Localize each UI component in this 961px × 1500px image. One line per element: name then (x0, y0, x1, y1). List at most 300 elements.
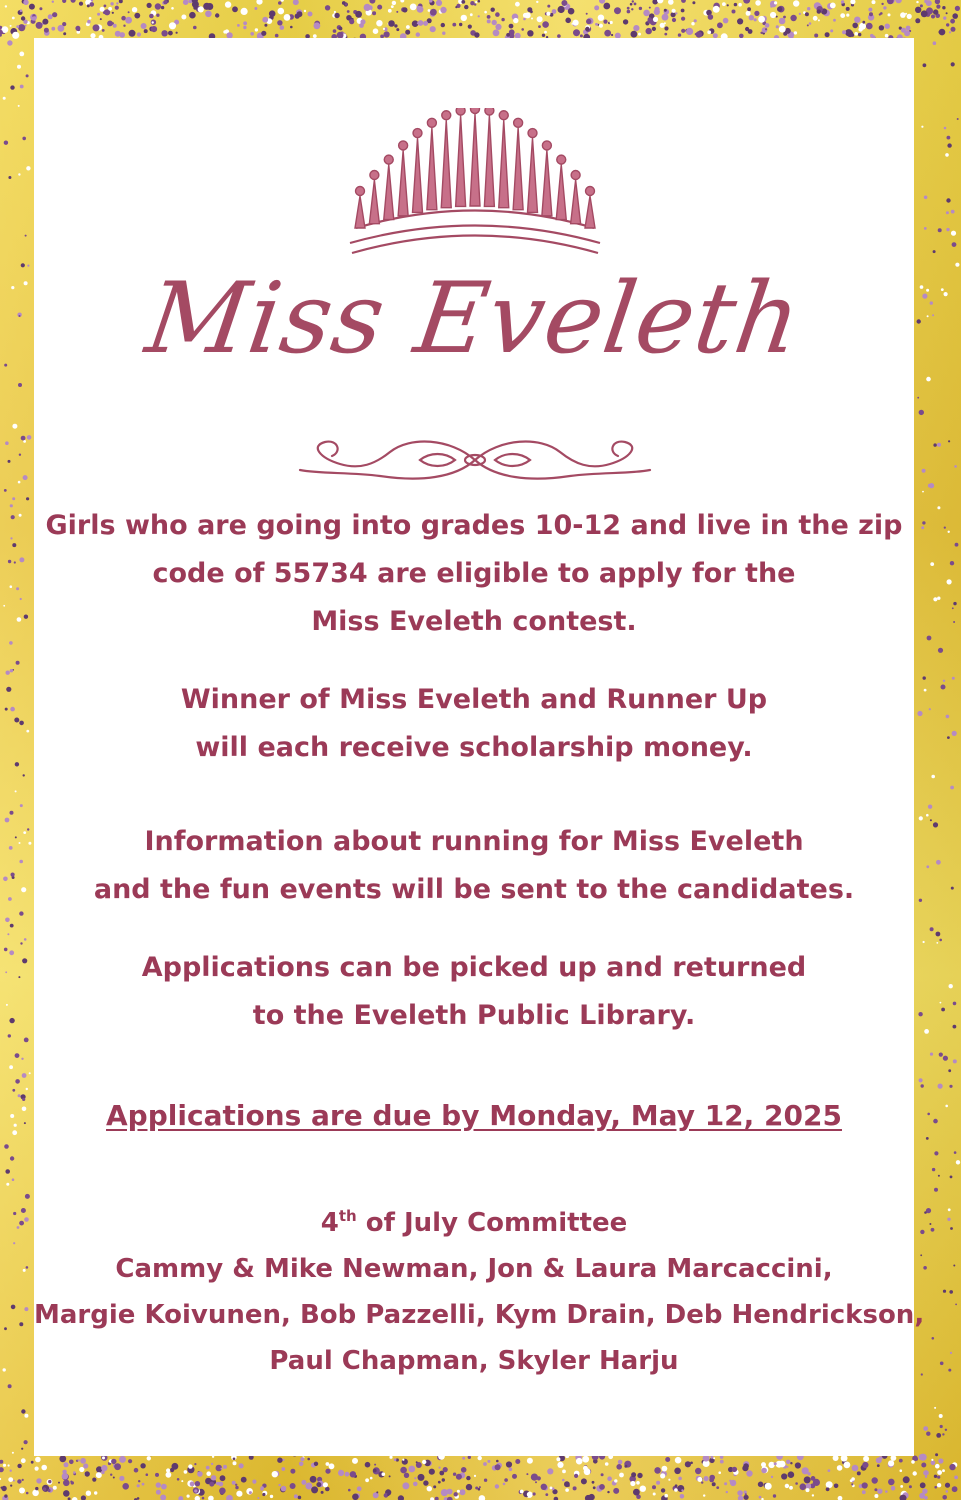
confetti-dot (8, 1477, 13, 1482)
confetti-dot (935, 1453, 938, 1456)
confetti-dot (506, 1461, 512, 1467)
confetti-dot (537, 16, 543, 22)
confetti-dot (900, 1469, 903, 1472)
confetti-dot (113, 1477, 115, 1479)
confetti-dot (484, 11, 487, 14)
confetti-dot (155, 1473, 159, 1477)
confetti-dot (926, 1137, 929, 1140)
confetti-dot (12, 32, 19, 39)
confetti-dot (1, 1487, 3, 1489)
confetti-dot (280, 25, 285, 30)
confetti-dot (15, 790, 17, 792)
confetti-dot (334, 11, 336, 13)
confetti-dot (545, 1493, 548, 1496)
confetti-dot (697, 1477, 702, 1482)
confetti-dot (920, 1230, 924, 1234)
confetti-dot (630, 1481, 635, 1486)
confetti-dot (211, 1475, 216, 1480)
confetti-dot (0, 1478, 1, 1480)
confetti-dot (10, 707, 15, 712)
confetti-dot (360, 19, 365, 24)
confetti-dot (15, 1079, 20, 1084)
confetti-dot (0, 1460, 3, 1464)
confetti-dot (147, 3, 152, 8)
confetti-dot (23, 0, 28, 5)
confetti-dot (921, 1463, 926, 1468)
confetti-dot (10, 669, 13, 672)
confetti-dot (428, 9, 431, 12)
confetti-dot (630, 3, 633, 6)
confetti-dot (541, 1484, 547, 1490)
confetti-dot (29, 4, 35, 10)
confetti-dot (12, 1089, 15, 1092)
confetti-dot (377, 5, 382, 10)
confetti-dot (565, 1488, 569, 1492)
confetti-dot (23, 1269, 26, 1272)
confetti-dot (9, 1018, 14, 1023)
confetti-dot (934, 1188, 938, 1192)
confetti-dot (919, 1078, 923, 1082)
confetti-dot (24, 1122, 26, 1124)
confetti-dot (934, 1151, 938, 1155)
confetti-dot (205, 11, 212, 18)
confetti-dot (12, 1178, 15, 1181)
confetti-dot (922, 469, 926, 473)
confetti-dot (64, 1462, 69, 1467)
confetti-dot (8, 897, 12, 901)
confetti-dot (948, 1208, 951, 1211)
confetti-dot (826, 1487, 830, 1491)
confetti-dot (633, 25, 639, 31)
confetti-dot (946, 198, 950, 202)
confetti-dot (509, 1468, 513, 1472)
crown-spike (585, 196, 595, 228)
confetti-dot (919, 899, 922, 902)
flyer-title: Miss Eveleth (139, 262, 809, 376)
confetti-dot (932, 314, 934, 316)
confetti-dot (374, 1464, 376, 1466)
confetti-dot (633, 1489, 640, 1496)
confetti-dot (123, 25, 125, 27)
crown-spike (441, 120, 451, 207)
confetti-dot (949, 31, 951, 33)
confetti-dot (662, 1466, 668, 1472)
confetti-dot (708, 14, 714, 20)
crown-jewel (456, 108, 465, 115)
confetti-dot (811, 1476, 816, 1481)
confetti-dot (671, 12, 676, 17)
confetti-dot (941, 685, 946, 690)
confetti-dot (930, 562, 934, 566)
confetti-dot (544, 31, 547, 34)
confetti-dot (749, 15, 754, 20)
confetti-dot (314, 1462, 318, 1466)
crown-jewel (399, 141, 408, 150)
confetti-dot (423, 21, 428, 26)
confetti-dot (459, 23, 462, 26)
confetti-dot (696, 31, 702, 37)
confetti-dot (16, 661, 20, 665)
confetti-dot (807, 24, 809, 26)
confetti-dot (938, 1175, 940, 1177)
crown-jewel (442, 111, 451, 120)
crown-jewel (571, 171, 580, 180)
confetti-dot (619, 1473, 624, 1478)
confetti-dot (79, 2, 83, 6)
confetti-dot (639, 7, 642, 10)
confetti-dot (10, 585, 13, 588)
confetti-dot (19, 1488, 25, 1494)
confetti-dot (457, 1490, 460, 1493)
confetti-dot (11, 515, 15, 519)
confetti-dot (4, 948, 8, 952)
confetti-dot (826, 1481, 833, 1488)
confetti-dot (51, 27, 55, 31)
confetti-dot (339, 27, 343, 31)
confetti-dot (496, 1460, 499, 1463)
confetti-dot (388, 20, 395, 27)
confetti-dot (475, 1487, 478, 1490)
confetti-dot (948, 1069, 951, 1072)
confetti-dot (21, 1058, 23, 1060)
confetti-dot (71, 0, 76, 3)
confetti-dot (206, 1471, 211, 1476)
confetti-dot (771, 1476, 773, 1478)
confetti-dot (466, 1484, 472, 1490)
confetti-dot (614, 7, 621, 14)
confetti-dot (638, 33, 641, 36)
confetti-dot (807, 7, 810, 10)
confetti-dot (423, 1480, 428, 1485)
confetti-dot (945, 1429, 947, 1431)
confetti-dot (325, 1487, 330, 1492)
confetti-dot (26, 730, 29, 733)
confetti-dot (19, 842, 21, 844)
confetti-dot (156, 1482, 161, 1487)
confetti-dot (166, 1472, 172, 1478)
committee-member-line: Cammy & Mike Newman, Jon & Laura Marcaccini, (115, 1254, 833, 1284)
confetti-dot (527, 1492, 533, 1498)
confetti-dot (25, 1194, 30, 1199)
confetti-dot (844, 1462, 851, 1469)
confetti-dot (235, 1484, 237, 1486)
confetti-dot (3, 97, 6, 100)
confetti-dot (357, 1486, 362, 1491)
confetti-dot (316, 1482, 321, 1487)
confetti-dot (921, 1084, 924, 1087)
confetti-dot (637, 1473, 642, 1478)
confetti-dot (938, 228, 942, 232)
confetti-dot (19, 52, 24, 57)
confetti-dot (132, 31, 135, 34)
confetti-dot (170, 1468, 174, 1472)
confetti-dot (781, 1473, 787, 1479)
confetti-dot (664, 26, 668, 30)
confetti-dot (917, 319, 921, 323)
confetti-dot (681, 9, 685, 13)
confetti-dot (947, 579, 952, 584)
confetti-dot (711, 1456, 714, 1459)
confetti-dot (4, 364, 7, 367)
confetti-dot (388, 9, 392, 13)
confetti-dot (531, 18, 533, 20)
confetti-dot (858, 33, 861, 36)
confetti-dot (770, 5, 772, 7)
confetti-dot (922, 491, 924, 493)
confetti-dot (48, 14, 53, 19)
confetti-dot (193, 6, 197, 10)
confetti-dot (252, 1480, 256, 1484)
confetti-dot (347, 10, 350, 13)
confetti-dot (416, 1461, 418, 1463)
confetti-dot (565, 18, 571, 24)
confetti-dot (951, 231, 956, 236)
confetti-dot (800, 1483, 806, 1489)
confetti-dot (872, 0, 876, 4)
confetti-dot (26, 497, 29, 500)
confetti-dot (24, 281, 28, 285)
confetti-dot (19, 1322, 23, 1326)
confetti-dot (922, 294, 927, 299)
confetti-dot (691, 22, 694, 25)
confetti-dot (920, 1454, 927, 1461)
confetti-dot (952, 677, 955, 680)
confetti-dot (509, 24, 514, 29)
confetti-dot (828, 1469, 831, 1472)
confetti-dot (653, 1493, 656, 1496)
confetti-dot (184, 1470, 188, 1474)
confetti-dot (574, 1474, 578, 1478)
confetti-dot (83, 1463, 88, 1468)
confetti-dot (278, 1484, 280, 1486)
confetti-dot (604, 30, 611, 37)
confetti-dot (695, 1468, 701, 1474)
confetti-dot (478, 1456, 482, 1460)
confetti-dot (834, 1484, 839, 1489)
confetti-dot (495, 24, 501, 30)
confetti-dot (906, 26, 911, 31)
confetti-dot (785, 1484, 789, 1488)
confetti-dot (299, 1462, 304, 1467)
confetti-dot (556, 1457, 560, 1461)
confetti-dot (257, 1497, 259, 1499)
confetti-dot (681, 17, 685, 21)
confetti-dot (290, 26, 293, 29)
confetti-dot (17, 1479, 21, 1483)
confetti-dot (190, 1482, 195, 1487)
confetti-dot (243, 26, 246, 29)
confetti-dot (94, 1491, 97, 1494)
confetti-dot (452, 23, 456, 27)
confetti-dot (308, 12, 313, 17)
confetti-dot (6, 687, 11, 692)
confetti-dot (562, 1479, 565, 1482)
confetti-dot (160, 1495, 166, 1500)
confetti-dot (573, 20, 579, 26)
confetti-dot (15, 762, 19, 766)
confetti-dot (863, 1456, 869, 1462)
confetti-dot (81, 1495, 86, 1500)
confetti-dot (527, 7, 532, 12)
crown-spike (369, 180, 379, 224)
confetti-dot (461, 1467, 467, 1473)
confetti-dot (709, 1478, 714, 1483)
confetti-dot (487, 1460, 490, 1463)
confetti-dot (788, 1471, 795, 1478)
confetti-dot (812, 1494, 814, 1496)
confetti-dot (694, 19, 697, 22)
confetti-dot (146, 1473, 149, 1476)
confetti-dot (96, 1472, 102, 1478)
confetti-dot (21, 1458, 26, 1463)
confetti-dot (743, 1463, 749, 1469)
confetti-dot (59, 1455, 66, 1462)
confetti-dot (195, 1496, 200, 1500)
confetti-dot (17, 1464, 21, 1468)
confetti-dot (5, 818, 10, 823)
confetti-dot (62, 0, 66, 3)
confetti-dot (718, 1471, 721, 1474)
confetti-dot (850, 0, 855, 4)
confetti-dot (290, 1469, 295, 1474)
confetti-dot (920, 1482, 926, 1488)
confetti-dot (933, 250, 936, 253)
confetti-dot (881, 3, 883, 5)
confetti-dot (581, 1478, 587, 1484)
crown-spike (571, 180, 581, 224)
confetti-dot (726, 1491, 728, 1493)
confetti-dot (414, 1477, 416, 1479)
confetti-dot (807, 1472, 810, 1475)
confetti-dot (804, 1476, 811, 1483)
confetti-dot (392, 1, 396, 5)
confetti-dot (681, 1489, 683, 1491)
confetti-dot (461, 15, 467, 21)
confetti-dot (957, 118, 959, 120)
confetti-dot (787, 1466, 789, 1468)
confetti-dot (744, 1495, 749, 1500)
confetti-dot (623, 19, 628, 24)
confetti-dot (515, 2, 520, 7)
confetti-dot (858, 27, 862, 31)
confetti-dot (461, 0, 465, 4)
confetti-dot (31, 1461, 34, 1464)
confetti-dot (194, 1489, 197, 1492)
confetti-dot (161, 30, 167, 36)
confetti-dot (5, 708, 8, 711)
confetti-dot (10, 537, 12, 539)
confetti-dot (58, 1482, 60, 1484)
confetti-dot (915, 7, 921, 13)
confetti-dot (438, 1481, 441, 1484)
confetti-dot (732, 10, 736, 14)
crown-jewel (427, 118, 436, 127)
confetti-dot (18, 383, 22, 387)
confetti-dot (137, 32, 141, 36)
confetti-dot (12, 543, 16, 547)
confetti-dot (21, 436, 26, 441)
confetti-dot (28, 842, 31, 845)
crown-spike (528, 138, 538, 212)
confetti-dot (928, 805, 932, 809)
confetti-dot (255, 28, 258, 31)
crown-jewel (471, 108, 480, 114)
confetti-dot (413, 1482, 418, 1487)
confetti-dot (376, 1491, 378, 1493)
confetti-dot (272, 1471, 278, 1477)
confetti-dot (937, 597, 940, 600)
confetti-dot (211, 1463, 213, 1465)
confetti-dot (692, 1, 695, 4)
confetti-dot (945, 1105, 948, 1108)
confetti-dot (558, 6, 565, 13)
eligibility-paragraph (34, 502, 914, 646)
confetti-dot (946, 23, 949, 26)
confetti-dot (661, 1488, 665, 1492)
confetti-dot (20, 598, 22, 600)
confetti-dot (455, 6, 457, 8)
confetti-dot (793, 0, 799, 6)
confetti-dot (436, 0, 442, 6)
confetti-dot (178, 1496, 183, 1500)
confetti-dot (155, 3, 161, 9)
confetti-dot (294, 1494, 298, 1498)
confetti-dot (907, 14, 912, 19)
confetti-dot (22, 1107, 27, 1112)
confetti-dot (937, 443, 941, 447)
confetti-dot (12, 1452, 14, 1454)
confetti-dot (943, 1290, 946, 1293)
confetti-dot (936, 860, 941, 865)
confetti-dot (53, 1486, 57, 1490)
confetti-dot (17, 617, 22, 622)
confetti-dot (948, 440, 950, 442)
confetti-dot (942, 6, 945, 9)
confetti-dot (21, 1448, 23, 1450)
confetti-dot (416, 32, 420, 36)
crown-spike (456, 116, 466, 207)
confetti-dot (233, 1461, 237, 1465)
confetti-dot (603, 3, 610, 10)
tiara-crown-icon (330, 108, 620, 258)
crown-jewel (557, 155, 566, 164)
confetti-dot (119, 1476, 124, 1481)
confetti-dot (631, 1472, 636, 1477)
confetti-dot (774, 1462, 777, 1465)
confetti-dot (738, 1496, 744, 1500)
confetti-dot (942, 1433, 944, 1435)
confetti-dot (223, 1465, 227, 1469)
confetti-dot (929, 708, 931, 710)
confetti-dot (19, 911, 23, 915)
confetti-dot (938, 1084, 943, 1089)
confetti-dot (241, 8, 248, 15)
confetti-dot (338, 1470, 344, 1476)
confetti-dot (783, 16, 786, 19)
confetti-dot (573, 1486, 577, 1490)
confetti-dot (487, 15, 491, 19)
confetti-dot (422, 1460, 426, 1464)
confetti-dot (456, 1474, 462, 1480)
confetti-dot (838, 1496, 843, 1500)
confetti-dot (665, 1457, 670, 1462)
confetti-dot (3, 605, 5, 607)
confetti-dot (10, 504, 13, 507)
confetti-dot (783, 32, 787, 36)
applications-line: Applications can be picked up and returned (141, 952, 807, 983)
crown-jewel (542, 141, 551, 150)
confetti-dot (14, 561, 16, 563)
